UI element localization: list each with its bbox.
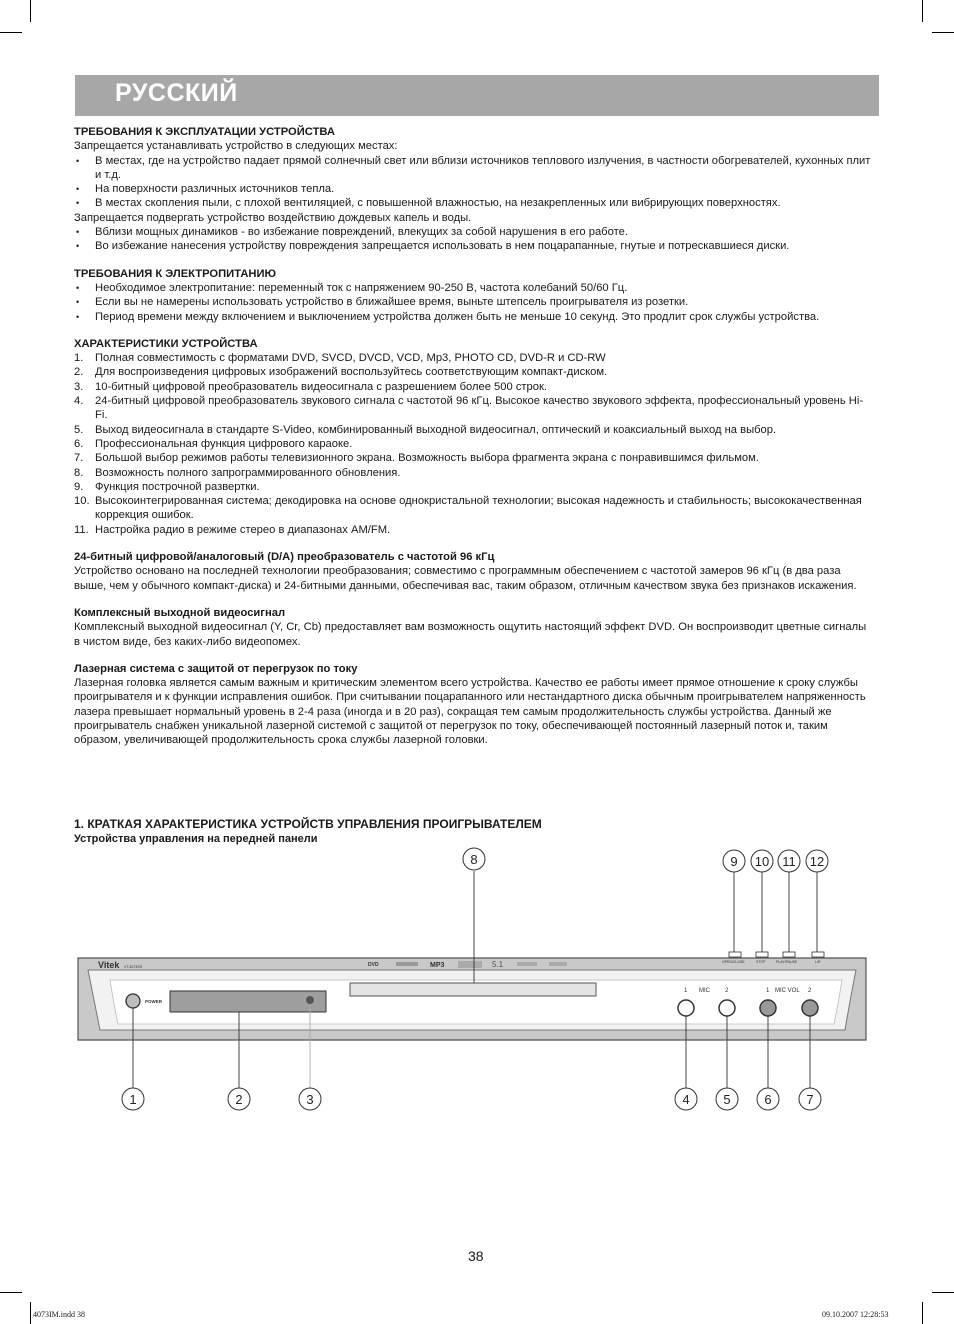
crop-mark bbox=[932, 1292, 954, 1293]
list-item: 8. Возможность полного запрограммированного обновления. bbox=[74, 466, 401, 479]
list-item: • На поверхности различных источников тепла. bbox=[74, 182, 874, 196]
list-item: 9. Функция построчной развертки. bbox=[74, 480, 260, 493]
list-item: 10. Высокоинтегрированная система; декодировка на основе однокристальной технологии; высокая надежность и стабильность; высококачественная коррекция ошибок. bbox=[74, 495, 862, 522]
stop-button bbox=[756, 952, 768, 957]
list-item: • Вблизи мощных динамиков - во избежание повреждений, влекущих за собой нарушения в его работе. bbox=[74, 225, 874, 239]
crop-mark bbox=[0, 1292, 22, 1293]
power-label: POWER bbox=[145, 999, 163, 1004]
callout-label: 7 bbox=[806, 1092, 814, 1107]
section-title: ХАРАКТЕРИСТИКИ УСТРОЙСТВА bbox=[74, 337, 258, 350]
mic1-jack bbox=[678, 1000, 694, 1016]
section-operation bbox=[74, 125, 874, 254]
callout-label: 4 bbox=[682, 1092, 690, 1107]
section-title: ТРЕБОВАНИЯ К ЭКСПЛУАТАЦИИ УСТРОЙСТВА bbox=[74, 126, 336, 138]
brand-logo: Vitek bbox=[98, 960, 120, 970]
section-title: Лазерная система с защитой от перегрузок по току bbox=[74, 662, 358, 675]
list-item: • В местах скопления пыли, с плохой вентиляцией, с повышенной влажностью, на незакрепленных или вибрирующих поверхностях. bbox=[74, 196, 874, 210]
print-date: 09.10.2007 12:28:53 bbox=[822, 1310, 889, 1319]
callout-label: 3 bbox=[306, 1092, 314, 1107]
list-item: 6. Профессиональная функция цифрового караоке. bbox=[74, 437, 353, 450]
vol-label: MIC VOL bbox=[775, 988, 800, 994]
list-item: • Необходимое электропитание: переменный ток с напряжением 90-250 В, частота колебаний 50/60 Гц. bbox=[74, 281, 874, 295]
list-item: 5. Выход видеосигнала в стандарте S-Video, комбинированный выходной видеосигнал, оптический и коаксиальный выход на выбор. bbox=[74, 423, 777, 436]
logo-misc bbox=[549, 962, 567, 966]
crop-mark bbox=[30, 1302, 31, 1324]
callout-label: 9 bbox=[730, 854, 738, 869]
paragraph: Лазерная головка является самым важным и критическим элементом всего устройства. Качество ее работы имеет прямое отношение к сроку службы проигрывателя и к функции исправления ошибок. При считывании поцарапанного или нестандартного диска обычным проигрывателем напряженность лазера превышает нормальный уровень в 2-4 раза (иногда и в 20 раз), сокращая тем самым продолжительность службы устройства. Данный же проигрыватель снабжен уникальной лазерной системой с защитой от перегрузок по току, обеспечивающей постоянный лазерный поток и, таким образом, увеличивающей продолжительность срока службы лазерной головки. bbox=[74, 677, 866, 747]
disc-tray bbox=[350, 983, 596, 996]
mic-number: 2 bbox=[725, 988, 729, 994]
callout-label: 1 bbox=[129, 1092, 137, 1107]
callout-label: 8 bbox=[470, 852, 478, 867]
vol-number: 1 bbox=[766, 988, 770, 994]
paragraph: Запрещается подвергать устройство воздействию дождевых капель и воды. bbox=[74, 211, 472, 224]
logo-mp3: MP3 bbox=[430, 962, 445, 969]
display-window bbox=[170, 991, 326, 1012]
logo-misc bbox=[396, 962, 418, 966]
document-body bbox=[74, 125, 874, 761]
section-title: Комплексный выходной видеосигнал bbox=[74, 606, 286, 619]
crop-mark bbox=[30, 0, 31, 22]
section-video bbox=[74, 606, 874, 649]
callout-label: 5 bbox=[723, 1092, 731, 1107]
list-item: 1. Полная совместимость с форматами DVD, SVCD, DVCD, VCD, Mp3, PHOTO CD, DVD-R и CD-RW bbox=[74, 352, 606, 365]
section-power bbox=[74, 267, 874, 324]
section-title: ТРЕБОВАНИЯ К ЭЛЕКТРОПИТАНИЮ bbox=[74, 267, 277, 280]
list-item: • Если вы не намерены использовать устройство в ближайшее время, выньте штепсель проигрывателя из розетки. bbox=[74, 295, 874, 309]
crop-mark bbox=[922, 1302, 923, 1324]
list-item: • Во избежание нанесения устройству повреждения запрещается использовать в нем поцарапанные, гнутые и потрескавшиеся диски. bbox=[74, 239, 874, 253]
page-title: РУССКИЙ bbox=[115, 79, 238, 107]
list-item: • Период времени между включением и выключением устройства должен быть не меньше 10 секунд. Это продлит срок службы устройства. bbox=[74, 310, 874, 324]
ir-sensor bbox=[306, 996, 314, 1004]
power-button bbox=[126, 994, 140, 1008]
list-item: 7. Большой выбор режимов работы телевизионного экрана. Возможность выбора фрагмента экрана с понравившимся фильмом. bbox=[74, 452, 759, 465]
button-label: OPEN/CLOSE bbox=[722, 960, 745, 964]
button-label: L/R bbox=[815, 960, 821, 964]
lr-button bbox=[812, 952, 824, 957]
callout-label: 10 bbox=[754, 854, 770, 869]
crop-mark bbox=[932, 32, 954, 33]
callout-label: 6 bbox=[764, 1092, 772, 1107]
language-header bbox=[75, 75, 879, 116]
model-label: VT-4073SR bbox=[124, 965, 143, 969]
button-label: STOP bbox=[756, 960, 766, 964]
front-panel-diagram bbox=[0, 840, 954, 1130]
callout-label: 11 bbox=[782, 854, 796, 869]
callout-label: 2 bbox=[235, 1092, 243, 1107]
page-number: 38 bbox=[468, 1248, 484, 1264]
mic-number: 1 bbox=[684, 988, 688, 994]
logo-51: 5.1 bbox=[492, 960, 504, 969]
button-label: PLAY/PAUSE bbox=[776, 960, 798, 964]
open-close-button bbox=[729, 952, 741, 957]
section-title: 24-битный цифровой/аналоговый (D/A) преобразователь с частотой 96 кГц bbox=[74, 551, 495, 564]
paragraph: Устройство основано на последней технологии преобразования; совместимо с программным обеспечением с частотой замеров 96 кГц (в два раза выше, чем у обычного компакт-диска) и 24-битными данными, обеспечивая вас, таким образом, отличным качеством звука без признаков искажения. bbox=[74, 565, 857, 592]
file-info: 4073IM.indd 38 bbox=[33, 1310, 85, 1319]
crop-mark bbox=[922, 0, 923, 22]
crop-mark bbox=[0, 32, 22, 33]
logo-misc bbox=[517, 962, 537, 966]
controls-heading: 1. КРАТКАЯ ХАРАКТЕРИСТИКА УСТРОЙСТВ УПРАВЛЕНИЯ ПРОИГРЫВАТЕЛЕМ bbox=[74, 817, 542, 831]
mic-label: MIC bbox=[699, 988, 710, 994]
list-item: 3. 10-битный цифровой преобразователь видеосигнала с разрешением более 500 строк. bbox=[74, 380, 547, 393]
list-item: 4. 24-битный цифровой преобразователь звукового сигнала с частотой 96 кГц. Высокое качество звукового эффекта, профессиональный уровень Hi-Fi. bbox=[74, 395, 864, 422]
list-item: 11. Настройка радио в режиме стерео в диапазонах AM/FM. bbox=[74, 523, 391, 536]
bullet-list bbox=[74, 281, 874, 324]
logo-misc bbox=[458, 961, 482, 968]
logo-dvd: DVD bbox=[368, 962, 379, 968]
section-laser bbox=[74, 662, 874, 748]
section-features bbox=[74, 337, 874, 537]
bullet-list bbox=[74, 225, 874, 254]
bullet-list bbox=[74, 154, 874, 211]
controls-subheading: Устройства управления на передней панели bbox=[74, 833, 318, 845]
mic1-volume-knob bbox=[760, 1000, 776, 1016]
feature-list bbox=[74, 351, 874, 537]
mic2-jack bbox=[719, 1000, 735, 1016]
play-pause-button bbox=[783, 952, 795, 957]
section-dac bbox=[74, 550, 874, 593]
list-item: • В местах, где на устройство падает прямой солнечный свет или вблизи источников теплового излучения, в частности обогревателей, кухонных плит и т.д. bbox=[74, 154, 874, 183]
vol-number: 2 bbox=[808, 988, 812, 994]
paragraph: Запрещается устанавливать устройство в следующих местах: bbox=[74, 140, 398, 153]
callout-label: 12 bbox=[809, 854, 825, 869]
paragraph: Комплексный выходной видеосигнал (Y, Cr, Cb) предоставляет вам возможность ощутить настоящий эффект DVD. Он воспроизводит цветные сигналы в чистом виде, без каких-либо видеопомех. bbox=[74, 621, 867, 648]
list-item: 2. Для воспроизведения цифровых изображений воспользуйтесь соответствующим компакт-диском. bbox=[74, 366, 608, 379]
mic2-volume-knob bbox=[802, 1000, 818, 1016]
